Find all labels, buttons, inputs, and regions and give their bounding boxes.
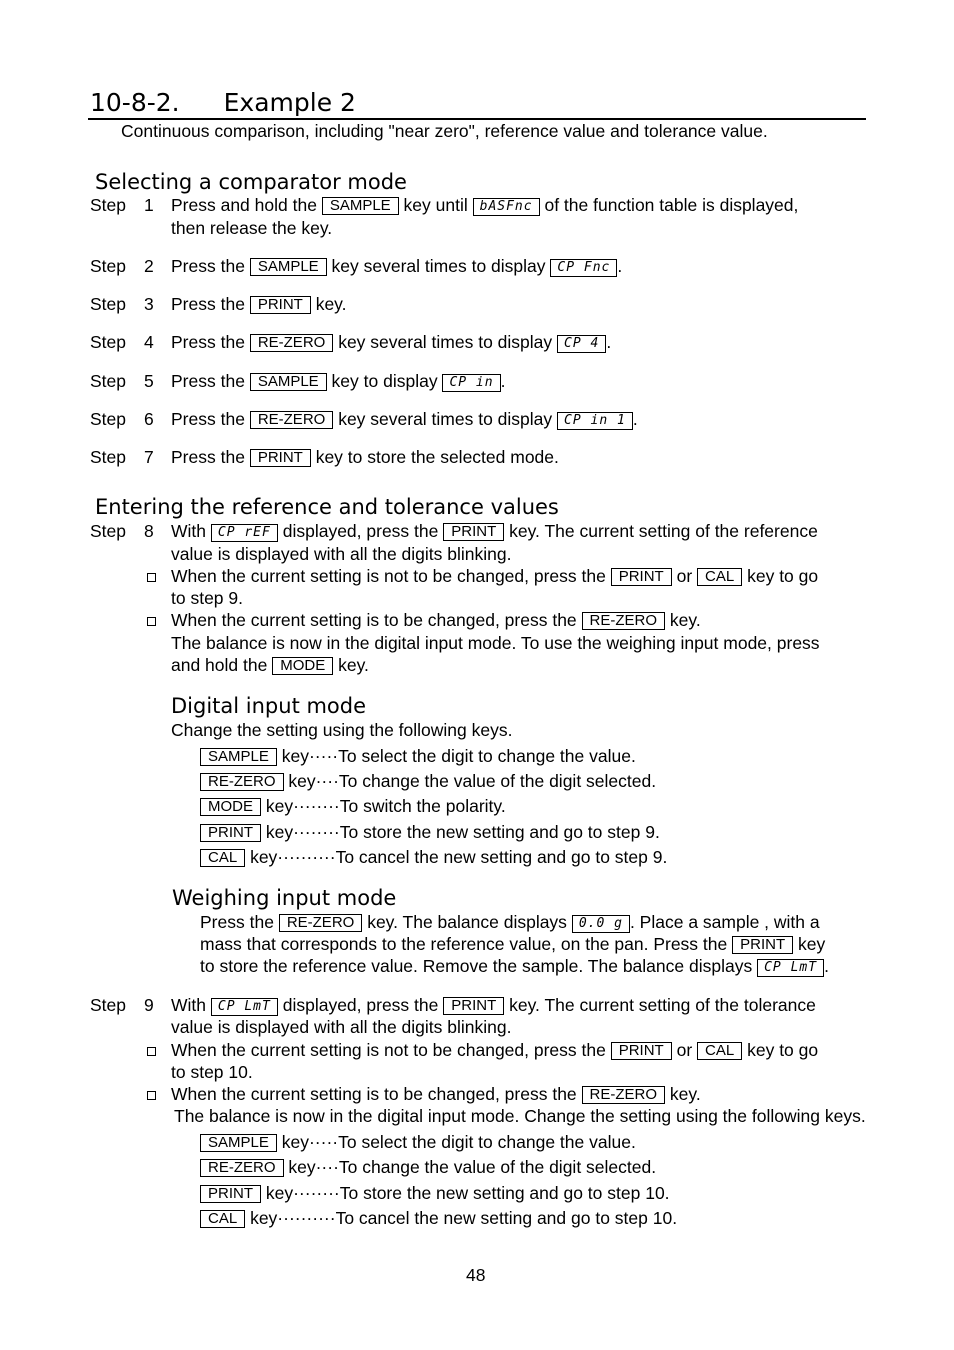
- step-label: Step: [90, 409, 126, 429]
- print-key: PRINT: [250, 449, 311, 467]
- sample-key: SAMPLE: [250, 258, 327, 276]
- step-label: Step: [90, 371, 126, 391]
- step-9-bullet-2-cont: The balance is now in the digital input mode. Change the setting using the following keys.: [174, 1106, 866, 1126]
- step-1-text-cont: then release the key.: [171, 218, 333, 238]
- cal-key: CAL: [697, 568, 742, 586]
- section-number: 10-8-2.: [90, 88, 180, 117]
- display-cp-lmt: CP LmT: [757, 959, 824, 977]
- digital-row-rezero: RE-ZERO key····To change the value of the digit selected.: [200, 770, 656, 792]
- step-4-text: Press the RE-ZERO key several times to display CP 4 .: [171, 332, 612, 352]
- step-label: Step: [90, 195, 126, 215]
- sample-key: SAMPLE: [322, 197, 399, 215]
- bullet-square: [147, 1091, 156, 1100]
- digital-row-print: PRINT key········To store the new setting and go to step 9.: [200, 821, 660, 843]
- selecting-heading: Selecting a comparator mode: [95, 170, 407, 194]
- step-label: Step: [90, 332, 126, 352]
- step-label: Step: [90, 256, 126, 276]
- display-cp-lmt: CP LmT: [211, 998, 278, 1016]
- rezero-key: RE-ZERO: [250, 411, 334, 429]
- step-number: 9: [144, 995, 154, 1015]
- display-cp-in-1: CP in 1: [557, 412, 633, 430]
- rezero-key: RE-ZERO: [200, 773, 284, 791]
- section-heading: [90, 88, 356, 118]
- bullet-2-text: When the current setting is to be changed, press the RE-ZERO key.: [171, 610, 701, 630]
- print-key: PRINT: [443, 523, 504, 541]
- step-9-bullet-1: When the current setting is not to be changed, press the PRINT or CAL key to go: [171, 1040, 819, 1060]
- step-number: 6: [144, 409, 154, 429]
- step-label: Step: [90, 447, 126, 467]
- bullet-square: [147, 1047, 156, 1056]
- bullet-1-text-cont: to step 9.: [171, 588, 243, 608]
- print-key: PRINT: [732, 936, 793, 954]
- step-9-text: With CP LmT displayed, press the PRINT key. The current setting of the tolerance: [171, 995, 816, 1015]
- page-number: 48: [466, 1265, 486, 1285]
- rezero-key: RE-ZERO: [582, 1086, 666, 1104]
- print-key: PRINT: [250, 296, 311, 314]
- mode-key: MODE: [272, 657, 333, 675]
- print-key: PRINT: [200, 824, 261, 842]
- rezero-key: RE-ZERO: [250, 334, 334, 352]
- step9-row-sample: SAMPLE key·····To select the digit to change the value.: [200, 1131, 636, 1153]
- digital-row-mode: MODE key········To switch the polarity.: [200, 795, 506, 817]
- rezero-key: RE-ZERO: [200, 1159, 284, 1177]
- step-2-text: Press the SAMPLE key several times to display CP Fnc .: [171, 256, 623, 276]
- print-key: PRINT: [611, 568, 672, 586]
- step-7-text: Press the PRINT key to store the selected mode.: [171, 447, 559, 467]
- step-1-text: Press and hold the SAMPLE key until bASFnc of the function table is displayed,: [171, 195, 799, 215]
- cal-key: CAL: [697, 1042, 742, 1060]
- weighing-line-3: to store the reference value. Remove the sample. The balance displays CP LmT .: [200, 956, 829, 976]
- display-cp-fnc: CP Fnc: [550, 259, 617, 277]
- step9-row-print: PRINT key········To store the new setting and go to step 10.: [200, 1182, 670, 1204]
- step-8-text-cont: value is displayed with all the digits blinking.: [171, 544, 512, 564]
- step-number: 8: [144, 521, 154, 541]
- step-5-text: Press the SAMPLE key to display CP in .: [171, 371, 506, 391]
- weighing-line-2: mass that corresponds to the reference value, on the pan. Press the PRINT key: [200, 934, 826, 954]
- intro-text: Continuous comparison, including "near zero", reference value and tolerance value.: [121, 121, 768, 141]
- step-8-text: With CP rEF displayed, press the PRINT key. The current setting of the reference: [171, 521, 818, 541]
- step-number: 1: [144, 195, 154, 215]
- digital-intro: Change the setting using the following keys.: [171, 720, 513, 740]
- digital-row-cal: CAL key··········To cancel the new setting and go to step 9.: [200, 846, 667, 868]
- display-cp-4: CP 4: [557, 335, 606, 353]
- display-zero-g: 0.0 g: [572, 915, 630, 933]
- step-number: 2: [144, 256, 154, 276]
- sample-key: SAMPLE: [200, 1134, 277, 1152]
- bullet-2-text-cont: The balance is now in the digital input mode. To use the weighing input mode, press: [171, 633, 820, 653]
- bullet-1-text: When the current setting is not to be changed, press the PRINT or CAL key to go: [171, 566, 819, 586]
- step-3-text: Press the PRINT key.: [171, 294, 347, 314]
- step-number: 7: [144, 447, 154, 467]
- cal-key: CAL: [200, 1210, 245, 1228]
- digital-row-sample: SAMPLE key·····To select the digit to change the value.: [200, 745, 636, 767]
- print-key: PRINT: [611, 1042, 672, 1060]
- digital-heading: Digital input mode: [171, 694, 367, 718]
- display-cp-ref: CP rEF: [211, 524, 278, 542]
- step-label: Step: [90, 995, 126, 1015]
- cal-key: CAL: [200, 849, 245, 867]
- step-9-text-cont: value is displayed with all the digits blinking.: [171, 1017, 512, 1037]
- weighing-line-1: Press the RE-ZERO key. The balance displays 0.0 g . Place a sample , with a: [200, 912, 820, 932]
- step-9-bullet-2: When the current setting is to be changed, press the RE-ZERO key.: [171, 1084, 701, 1104]
- bullet-square: [147, 617, 156, 626]
- step-label: Step: [90, 521, 126, 541]
- display-cp-in: CP in: [442, 374, 500, 392]
- step9-row-cal: CAL key··········To cancel the new setting and go to step 10.: [200, 1207, 677, 1229]
- step-number: 3: [144, 294, 154, 314]
- sample-key: SAMPLE: [250, 373, 327, 391]
- print-key: PRINT: [200, 1185, 261, 1203]
- step-label: Step: [90, 294, 126, 314]
- entering-heading: Entering the reference and tolerance values: [95, 495, 559, 519]
- weighing-heading: Weighing input mode: [172, 886, 397, 910]
- section-title: Example 2: [223, 88, 356, 117]
- step-number: 5: [144, 371, 154, 391]
- step9-row-rezero: RE-ZERO key····To change the value of the digit selected.: [200, 1156, 656, 1178]
- display-basfnc: bASFnc: [473, 198, 540, 216]
- bullet-square: [147, 573, 156, 582]
- rezero-key: RE-ZERO: [279, 914, 363, 932]
- step-number: 4: [144, 332, 154, 352]
- sample-key: SAMPLE: [200, 748, 277, 766]
- bullet-2-text-cont2: and hold the MODE key.: [171, 655, 369, 675]
- step-6-text: Press the RE-ZERO key several times to display CP in 1 .: [171, 409, 638, 429]
- print-key: PRINT: [443, 997, 504, 1015]
- rezero-key: RE-ZERO: [582, 612, 666, 630]
- mode-key: MODE: [200, 798, 261, 816]
- step-9-bullet-1-cont: to step 10.: [171, 1062, 253, 1082]
